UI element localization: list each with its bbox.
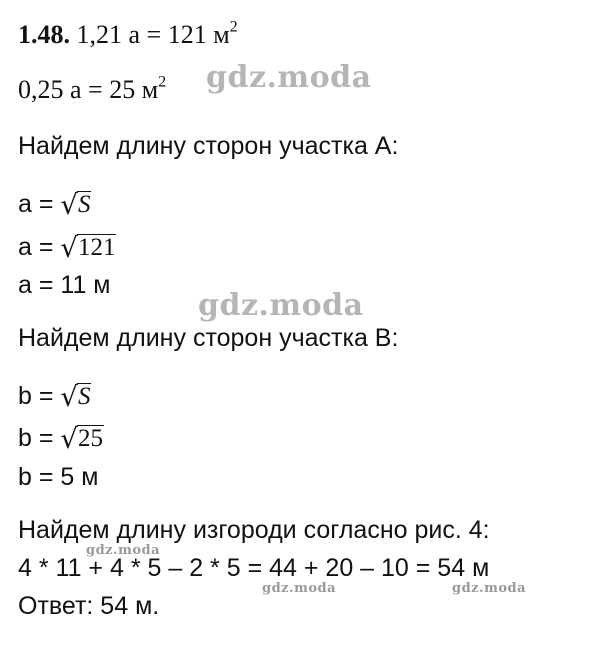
radical-sign: √: [60, 381, 78, 413]
radicand: S: [77, 191, 91, 218]
section-a-eq3: [18, 273, 110, 298]
radicand: 25: [77, 425, 103, 452]
radicand: 121: [77, 234, 116, 261]
radical-sign: √: [60, 189, 78, 221]
answer-line: Ответ: 54 м.: [18, 592, 160, 620]
section-b-eq1: [18, 381, 91, 413]
section-a-eq2-lhs: a =: [18, 233, 61, 261]
watermark: gdz.moda: [198, 288, 364, 323]
radical-sign: √: [60, 423, 78, 455]
section-a-eq3-text: a = 11 м: [18, 271, 111, 299]
problem-line-1: [18, 18, 238, 49]
problem-number: 1.48.: [18, 20, 70, 49]
sqrt-expression: [60, 189, 91, 221]
radical-sign: √: [60, 232, 78, 264]
watermark: gdz.moda: [262, 581, 337, 596]
section-a-heading: Найдем длину сторон участка А:: [18, 132, 399, 160]
problem-line-1-exponent: 2: [229, 18, 238, 36]
section-b-heading: Найдем длину сторон участка В:: [18, 324, 399, 352]
fence-heading: Найдем длину изгороди согласно рис. 4:: [18, 516, 490, 544]
fence-calculation: 4 * 11 + 4 * 5 – 2 * 5 = 44 + 20 – 10 = 54 м: [18, 554, 490, 582]
section-a-eq2: [18, 232, 116, 264]
radicand: S: [77, 383, 91, 410]
problem-line-1-text: 1,21 а = 121 м: [76, 20, 230, 49]
watermark: gdz.moda: [86, 543, 161, 558]
section-a-eq1-lhs: a =: [18, 190, 61, 218]
sqrt-expression: [60, 423, 104, 455]
section-b-eq2: [18, 423, 104, 455]
sqrt-expression: [60, 232, 116, 264]
sqrt-expression: [60, 381, 91, 413]
section-b-eq2-lhs: b =: [18, 424, 61, 452]
problem-line-2-text: 0,25 а = 25 м: [18, 75, 159, 104]
watermark: gdz.moda: [206, 60, 372, 95]
section-b-eq3-text: b = 5 м: [18, 463, 99, 491]
section-b-eq3: [18, 465, 98, 490]
watermark: gdz.moda: [452, 581, 527, 596]
section-a-eq1: [18, 189, 91, 221]
problem-line-2-exponent: 2: [158, 73, 167, 91]
section-b-eq1-lhs: b =: [18, 382, 61, 410]
problem-line-2: [18, 73, 167, 104]
